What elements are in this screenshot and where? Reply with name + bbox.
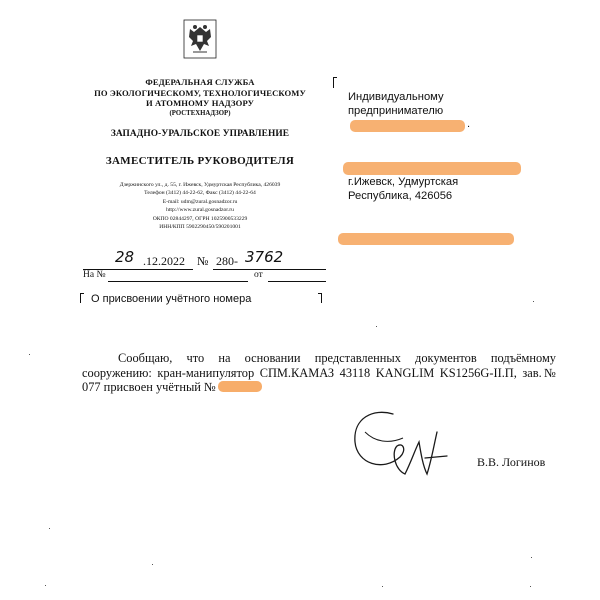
- contact-inn: ИНН/КПП 5902290450/590201001: [159, 224, 241, 231]
- redacted-recipient-name: [350, 120, 465, 132]
- signer-name: В.В. Логинов: [477, 455, 546, 469]
- body-text: Сообщаю, что на основании представленных документов подъёмному сооружению: кран-манипулятор СПМ.КАМАЗ 43118 KANGLIM KS1256G-II.П, зав.№ 077 присвоен учётный №: [82, 351, 556, 395]
- agency-line-1: ФЕДЕРАЛЬНАЯ СЛУЖБА: [145, 77, 255, 87]
- agency-line-2: ПО ЭКОЛОГИЧЕСКОМУ, ТЕХНОЛОГИЧЕСКОМУ: [94, 87, 306, 98]
- scan-noise-dot: [382, 586, 383, 587]
- agency-name: [70, 77, 330, 109]
- agency-abbr: (РОСТЕХНАДЗОР): [169, 110, 231, 117]
- contact-okpo: ОКПО 02844297, ОГРН 1025900533229: [152, 215, 248, 222]
- position-title: ЗАМЕСТИТЕЛЬ РУКОВОДИТЕЛЯ: [105, 155, 295, 167]
- from-underline: [268, 281, 326, 282]
- number-prefix: 280-: [216, 254, 238, 268]
- recipient-bracket: [333, 77, 337, 88]
- contact-email: E-mail: udm@zural.gosnadzor.ru: [162, 198, 238, 205]
- recipient-line-1: Индивидуальному: [348, 91, 444, 103]
- scan-noise-dot: [531, 557, 532, 558]
- handwritten-signature-icon: [345, 402, 455, 482]
- contact-website: http://www.zural.gosnadzor.ru: [166, 207, 234, 214]
- recipient-line-2: предпринимателю: [348, 105, 444, 117]
- scan-noise-dot: [530, 586, 531, 587]
- number-label: №: [197, 254, 209, 268]
- number-underline: [213, 269, 326, 270]
- scan-noise-dot: [49, 528, 50, 529]
- incoming-label: На №: [83, 270, 106, 280]
- russian-coat-of-arms-icon: [183, 19, 217, 59]
- contacts-block: [70, 181, 330, 231]
- scan-noise-dot: [376, 326, 377, 327]
- incoming-underline: [108, 281, 248, 282]
- signature: [345, 402, 455, 482]
- from-label: от: [254, 270, 263, 280]
- scan-noise-dot: [533, 301, 534, 302]
- department-name: ЗАПАДНО-УРАЛЬСКОЕ УПРАВЛЕНИЕ: [110, 129, 290, 139]
- redacted-recipient-street: [343, 162, 521, 175]
- scan-noise-dot: [152, 564, 153, 565]
- handwritten-number: 3762: [245, 248, 284, 266]
- subject-bracket-left: [80, 293, 84, 303]
- recipient-dot: .: [467, 118, 471, 130]
- subject: О присвоении учётного номера: [91, 293, 252, 305]
- redacted-registration-number: [218, 381, 262, 392]
- emblem: [183, 19, 217, 59]
- handwritten-date-day: 28: [115, 248, 135, 266]
- recipient-region: Республика, 426056: [348, 190, 453, 202]
- agency-line-3: И АТОМНОМУ НАДЗОРУ: [145, 98, 254, 108]
- contact-phone: Телефон (3412) 44-22-62, Факс (3412) 44-22-64: [144, 190, 256, 197]
- contact-address: Дзержинского ул., д. 55, г. Ижевск, Удмуртская Республика, 426039: [119, 182, 281, 188]
- scan-noise-dot: [29, 354, 30, 355]
- subject-bracket-right: [318, 293, 322, 303]
- recipient-city: г.Ижевск, Удмуртская: [348, 176, 459, 188]
- date-rest: .12.2022: [143, 254, 185, 268]
- scan-noise-dot: [45, 585, 46, 586]
- redacted-recipient-extra: [338, 233, 514, 245]
- body-paragraph: [82, 351, 556, 395]
